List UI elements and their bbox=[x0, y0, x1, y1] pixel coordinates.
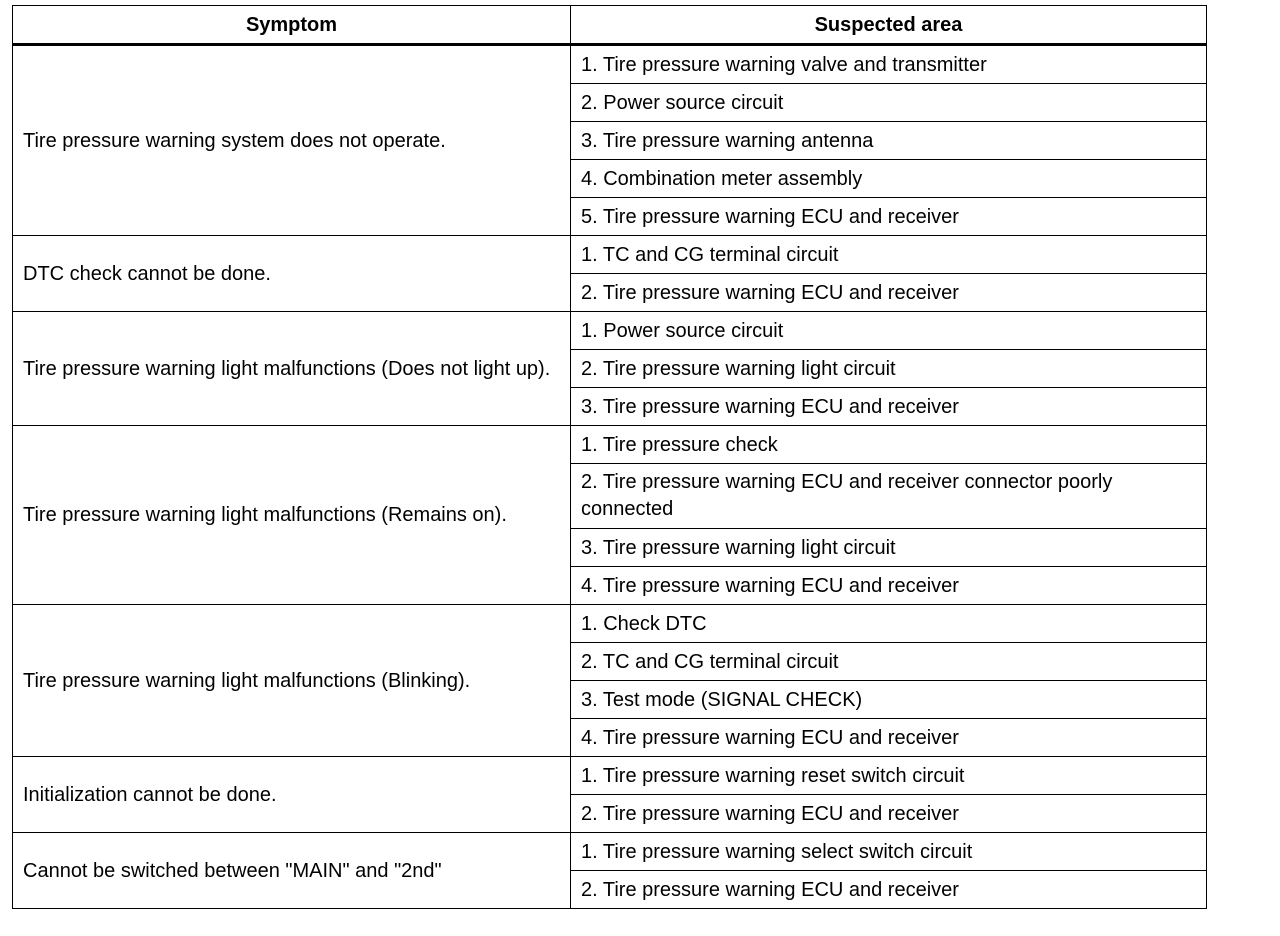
suspected-area-cell: 1. Check DTC bbox=[571, 605, 1207, 643]
header-suspected-area: Suspected area bbox=[571, 6, 1207, 45]
suspected-area-cell: 3. Test mode (SIGNAL CHECK) bbox=[571, 681, 1207, 719]
table-body bbox=[13, 45, 1207, 909]
suspected-area-cell: 2. Tire pressure warning light circuit bbox=[571, 350, 1207, 388]
table-row bbox=[13, 605, 1207, 643]
table-row bbox=[13, 312, 1207, 350]
suspected-area-cell: 1. Tire pressure warning select switch circuit bbox=[571, 833, 1207, 871]
suspected-area-cell: 3. Tire pressure warning ECU and receiver bbox=[571, 388, 1207, 426]
suspected-area-cell: 1. Tire pressure check bbox=[571, 426, 1207, 464]
suspected-area-cell: 2. Power source circuit bbox=[571, 84, 1207, 122]
suspected-area-cell: 1. Power source circuit bbox=[571, 312, 1207, 350]
suspected-area-cell: 2. TC and CG terminal circuit bbox=[571, 643, 1207, 681]
table-row bbox=[13, 236, 1207, 274]
suspected-area-cell: 1. Tire pressure warning valve and transmitter bbox=[571, 45, 1207, 84]
suspected-area-cell: 3. Tire pressure warning light circuit bbox=[571, 529, 1207, 567]
symptom-cell: Tire pressure warning system does not operate. bbox=[13, 45, 571, 236]
symptom-cell: Tire pressure warning light malfunctions (Blinking). bbox=[13, 605, 571, 757]
symptom-cell: Tire pressure warning light malfunctions (Remains on). bbox=[13, 426, 571, 605]
table-row bbox=[13, 45, 1207, 84]
suspected-area-cell: 1. Tire pressure warning reset switch circuit bbox=[571, 757, 1207, 795]
suspected-area-cell: 2. Tire pressure warning ECU and receiver bbox=[571, 871, 1207, 909]
symptom-cell: DTC check cannot be done. bbox=[13, 236, 571, 312]
table-row bbox=[13, 757, 1207, 795]
suspected-area-cell: 2. Tire pressure warning ECU and receiver bbox=[571, 274, 1207, 312]
suspected-area-cell: 4. Tire pressure warning ECU and receiver bbox=[571, 567, 1207, 605]
suspected-area-cell: 5. Tire pressure warning ECU and receiver bbox=[571, 198, 1207, 236]
symptom-cell: Cannot be switched between "MAIN" and "2nd" bbox=[13, 833, 571, 909]
table-row bbox=[13, 833, 1207, 871]
suspected-area-cell: 1. TC and CG terminal circuit bbox=[571, 236, 1207, 274]
suspected-area-cell: 2. Tire pressure warning ECU and receiver bbox=[571, 795, 1207, 833]
suspected-area-cell: 3. Tire pressure warning antenna bbox=[571, 122, 1207, 160]
symptom-table bbox=[12, 5, 1207, 909]
table-row bbox=[13, 426, 1207, 464]
header-symptom: Symptom bbox=[13, 6, 571, 45]
suspected-area-cell: 2. Tire pressure warning ECU and receiver connector poorly connected bbox=[571, 464, 1207, 529]
header-row bbox=[13, 6, 1207, 45]
suspected-area-cell: 4. Combination meter assembly bbox=[571, 160, 1207, 198]
suspected-area-cell: 4. Tire pressure warning ECU and receiver bbox=[571, 719, 1207, 757]
symptom-cell: Initialization cannot be done. bbox=[13, 757, 571, 833]
symptom-cell: Tire pressure warning light malfunctions (Does not light up). bbox=[13, 312, 571, 426]
